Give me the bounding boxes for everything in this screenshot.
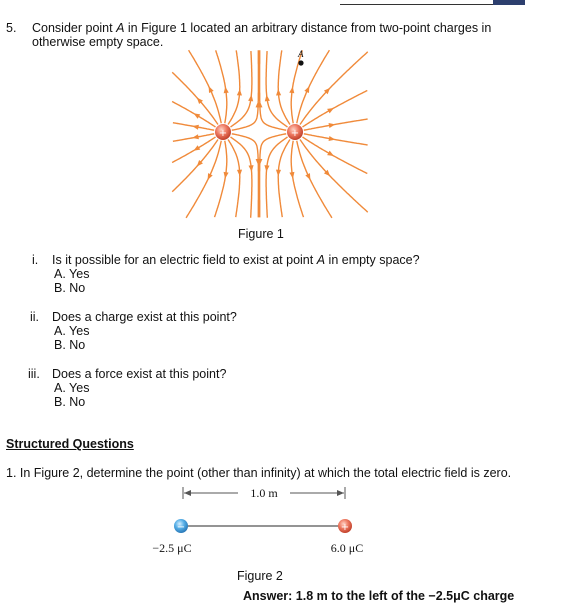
figure-1-field-diagram <box>170 48 370 220</box>
q5-text-pre: Consider point <box>32 21 117 35</box>
field-line-arrow <box>289 172 294 179</box>
field-line-arrow <box>224 87 229 94</box>
field-line <box>216 50 227 123</box>
page-corner-mark <box>493 0 525 5</box>
negative-sign: − <box>176 522 186 533</box>
subq-iii-option-b[interactable]: B. No <box>54 395 86 409</box>
field-line-arrow <box>327 108 334 113</box>
subq-iii-text: Does a force exist at this point? <box>52 367 227 381</box>
subq-i-number: i. <box>32 253 39 267</box>
q5-text-post: in Figure 1 located an arbitrary distance from two-point charges in <box>124 21 492 35</box>
point-a-label: A <box>298 49 304 59</box>
q5-point-a: A <box>116 21 125 35</box>
field-line-arrow <box>237 89 242 96</box>
distance-label: 1.0 m <box>250 486 278 500</box>
charge-sign-left: + <box>218 128 228 139</box>
subq-ii-option-b[interactable]: B. No <box>54 338 86 352</box>
field-line <box>278 50 290 124</box>
field-line <box>278 140 290 218</box>
field-line-arrow <box>192 134 199 139</box>
field-line-arrow <box>192 125 199 130</box>
right-charge-label: 6.0 μC <box>330 541 364 555</box>
field-line <box>260 50 287 130</box>
question-number: 5. <box>6 21 17 35</box>
field-line-arrow <box>327 151 334 156</box>
structured-heading: Structured Questions <box>6 437 134 451</box>
distance-arrowhead-left <box>184 490 191 496</box>
field-line-arrow <box>193 145 200 150</box>
subq-iii-option-a[interactable]: A. Yes <box>54 381 90 395</box>
figure-2-diagram <box>152 482 390 562</box>
field-line <box>215 141 227 217</box>
distance-arrowhead-right <box>337 490 344 496</box>
field-line <box>189 50 222 123</box>
field-line <box>300 52 368 125</box>
subq-i-text <box>52 253 420 268</box>
field-line <box>172 72 218 124</box>
question-text-line2: otherwise empty space. <box>32 35 164 49</box>
field-line-arrow <box>305 173 310 180</box>
field-line <box>300 140 368 213</box>
field-line <box>228 50 240 124</box>
left-charge-label: −2.5 μC <box>152 541 192 555</box>
field-line <box>291 141 303 217</box>
field-line-arrow <box>193 113 200 118</box>
field-line-arrow <box>289 87 294 94</box>
field-line-arrow <box>208 173 213 180</box>
subq-i-text-pre: Is it possible for an electric field to exist at point <box>52 253 317 267</box>
subq-i-point-a: A <box>316 253 326 267</box>
field-line-arrow <box>329 136 336 141</box>
field-line <box>232 50 259 130</box>
field-line-arrow <box>237 170 242 177</box>
charge-sign-right: + <box>290 128 300 139</box>
field-line-arrow <box>209 86 214 93</box>
field-lines <box>172 50 368 218</box>
field-line-arrow <box>329 123 336 128</box>
subq-i-text-post: in empty space? <box>325 253 420 267</box>
field-line <box>228 140 240 218</box>
subq-ii-option-a[interactable]: A. Yes <box>54 324 90 338</box>
structured-q1-text: 1. In Figure 2, determine the point (other than infinity) at which the total electric field is zero. <box>6 466 512 480</box>
field-line-arrow <box>276 170 281 177</box>
question-text-line1 <box>32 21 491 36</box>
field-line <box>260 134 287 218</box>
answer-text: Answer: 1.8 m to the left of the −2.5μC charge <box>243 589 515 603</box>
subq-ii-number: ii. <box>30 310 40 324</box>
point-a-dot <box>298 60 303 65</box>
subq-ii-text: Does a charge exist at this point? <box>52 310 237 324</box>
field-line-arrow <box>304 86 309 93</box>
figure-2-caption: Figure 2 <box>237 569 283 583</box>
subq-i-option-a[interactable]: A. Yes <box>54 267 90 281</box>
field-line <box>172 140 218 192</box>
figure-1-caption: Figure 1 <box>238 227 284 241</box>
subq-iii-number: iii. <box>28 367 40 381</box>
subq-i-option-b[interactable]: B. No <box>54 281 86 295</box>
field-line <box>232 134 259 218</box>
positive-sign: + <box>340 522 350 533</box>
field-line-arrow <box>224 172 229 179</box>
field-line-arrow <box>276 89 281 96</box>
